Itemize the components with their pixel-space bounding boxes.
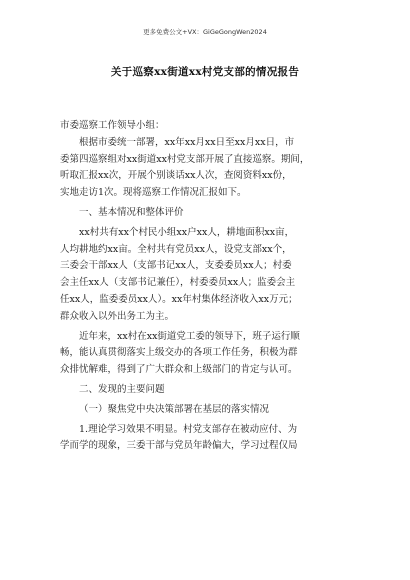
paragraph-line: 人均耕地约xx亩。全村共有党员xx人，设党支部xx个， (60, 243, 292, 255)
paragraph-line: 1.理论学习效果不明显。村党支部存在被动应付、为 (79, 423, 298, 435)
section-heading-basic: 一、基本情况和整体评价 (79, 206, 184, 218)
paragraph-line: 委第四巡察组对xx街道xx村党支部开展了直接巡察。期间， (60, 153, 310, 165)
section-heading-problems: 二、发现的主要问题 (79, 383, 165, 395)
document-body (60, 118, 360, 455)
paragraph-line: xx村共有xx个村民小组xx户xx人，耕地面积xx亩， (79, 226, 295, 238)
paragraph-basic-info (60, 225, 360, 326)
paragraph-line: 三委会干部xx人（支部书记xx人，支委委员xx人；村委 (60, 260, 292, 272)
paragraph-line: 群众收入以外出务工为主。 (60, 310, 175, 322)
paragraph-line: 众排忧解难，得到了广大群众和上级部门的肯定与认可。 (60, 364, 298, 376)
paragraph-line: 近年来，xx村在xx街道党工委的领导下，班子运行顺 (79, 330, 300, 342)
salutation: 市委巡察工作领导小组： (60, 120, 165, 131)
paragraph-line: 实地走访1次。现将巡察工作情况汇报如下。 (60, 187, 247, 199)
page-header: 更多免费公文+VX：GiGeGongWen2024 (143, 28, 267, 36)
paragraph-line: 学而学的现象，三委干部与党员年龄偏大，学习过程仅局 (60, 440, 298, 452)
paragraph-line: 畅，能认真贯彻落实上级交办的各项工作任务，积极为群 (60, 347, 298, 359)
subsection-heading: （一）聚焦党中央决策部署在基层的落实情况 (79, 403, 270, 415)
paragraph-line: 根据市委统一部署，xx年xx月xx日至xx月xx日，市 (79, 136, 295, 148)
paragraph-line: 会主任xx人（支部书记兼任），村委委员xx人；监委会主 (60, 277, 296, 289)
document-title: 关于巡察xx街道xx村党支部的情况报告 (110, 66, 300, 78)
paragraph-line: 听取汇报xx次，开展个别谈话xx人次，查阅资料xx份， (60, 170, 292, 182)
paragraph-mandate (60, 135, 360, 202)
paragraph-theory-study (60, 422, 360, 456)
paragraph-evaluation (60, 329, 360, 379)
paragraph-line: 任xx人，监委委员xx人）。xx年村集体经济收入xx万元； (60, 293, 298, 305)
